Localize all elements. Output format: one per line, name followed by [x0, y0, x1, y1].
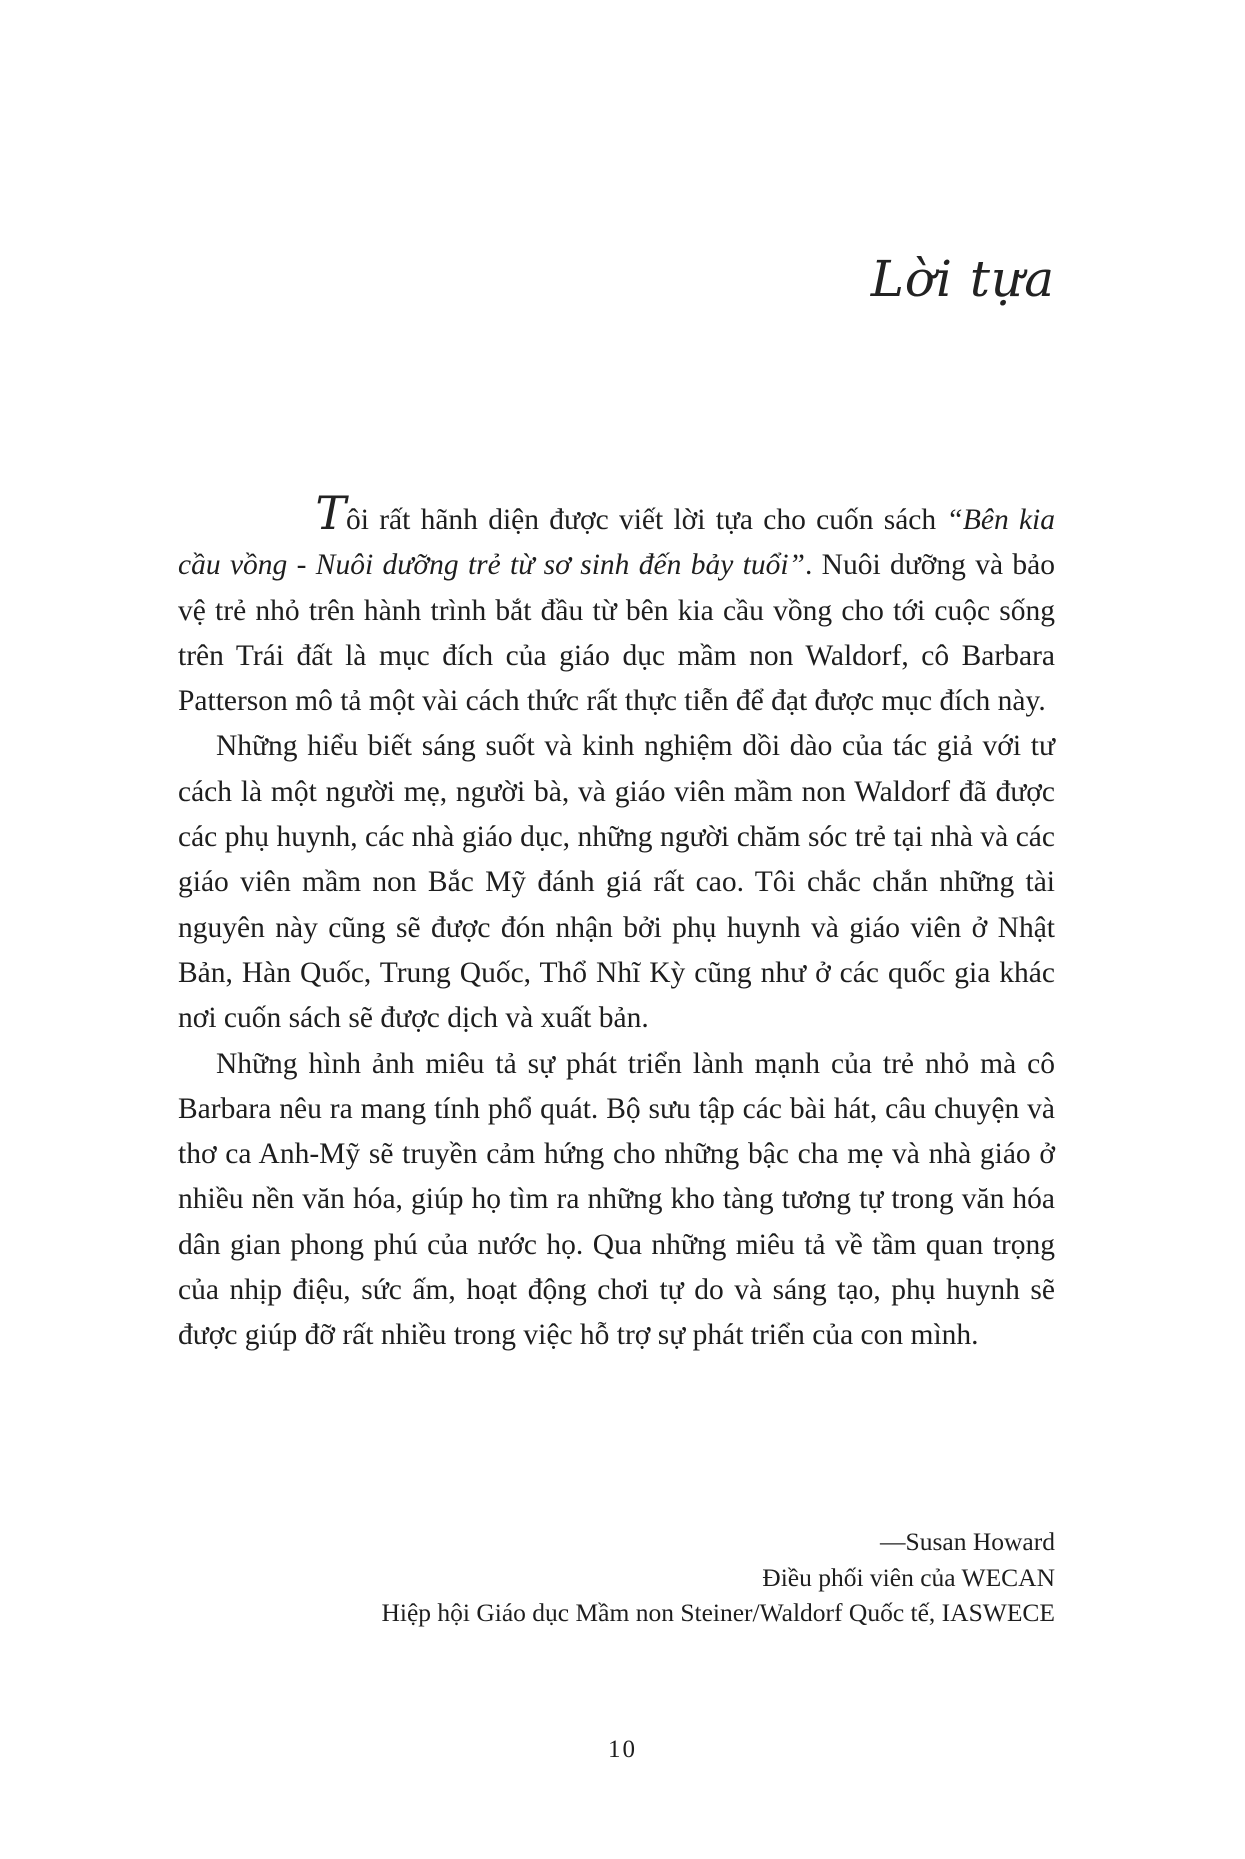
drop-cap: T — [315, 486, 346, 540]
foreword-body — [178, 486, 1055, 1359]
paragraph-2: Những hiểu biết sáng suốt và kinh nghiệm dồi dào của tác giả với tư cách là một người mẹ, người bà, và giáo viên mầm non Waldorf đã được các phụ huynh, các nhà giáo dục, những người chăm sóc trẻ tại nhà và các giáo viên mầm non Bắc Mỹ đánh giá rất cao. Tôi chắc chắn những tài nguyên này cũng sẽ được đón nhận bởi phụ huynh và giáo viên ở Nhật Bản, Hàn Quốc, Trung Quốc, Thổ Nhĩ Kỳ cũng như ở các quốc gia khác nơi cuốn sách sẽ được dịch và xuất bản. — [178, 730, 1055, 1035]
signature-block — [381, 1524, 1055, 1631]
signature-name: —Susan Howard — [880, 1527, 1055, 1556]
paragraph-1 — [178, 486, 1055, 724]
paragraph-1-lead: ôi rất hãnh diện được viết lời tựa cho cuốn sách — [346, 504, 937, 536]
paragraph-3: Những hình ảnh miêu tả sự phát triển lành mạnh của trẻ nhỏ mà cô Barbara nêu ra mang tính phổ quát. Bộ sưu tập các bài hát, câu chuyện và thơ ca Anh-Mỹ sẽ truyền cảm hứng cho những bậc cha mẹ và nhà giáo ở nhiều nền văn hóa, giúp họ tìm ra những kho tàng tương tự trong văn hóa dân gian phong phú của nước họ. Qua những miêu tả về tầm quan trọng của nhịp điệu, sức ấm, hoạt động chơi tự do và sáng tạo, phụ huynh sẽ được giúp đỡ rất nhiều trong việc hỗ trợ sự phát triển của con mình. — [178, 1047, 1055, 1352]
signature-organization: Hiệp hội Giáo dục Mầm non Steiner/Waldorf Quốc tế, IASWECE — [381, 1598, 1055, 1627]
book-title: “Bên kia cầu vồng - Nuôi dưỡng trẻ từ sơ sinh đến bảy tuổi” — [178, 504, 1055, 582]
signature-role: Điều phối viên của WECAN — [762, 1562, 1055, 1592]
page-number: 10 — [608, 1736, 637, 1763]
page-title: Lời tựa — [870, 250, 1055, 308]
paragraph-1-rest: . Nuôi dưỡng và bảo vệ trẻ nhỏ trên hành trình bắt đầu từ bên kia cầu vồng cho tới cuộc sống trên Trái đất là mục đích của giáo dục mầm non Waldorf, cô Barbara Patterson mô tả một vài cách thức rất thực tiễn để đạt được mục đích này. — [178, 549, 1055, 718]
